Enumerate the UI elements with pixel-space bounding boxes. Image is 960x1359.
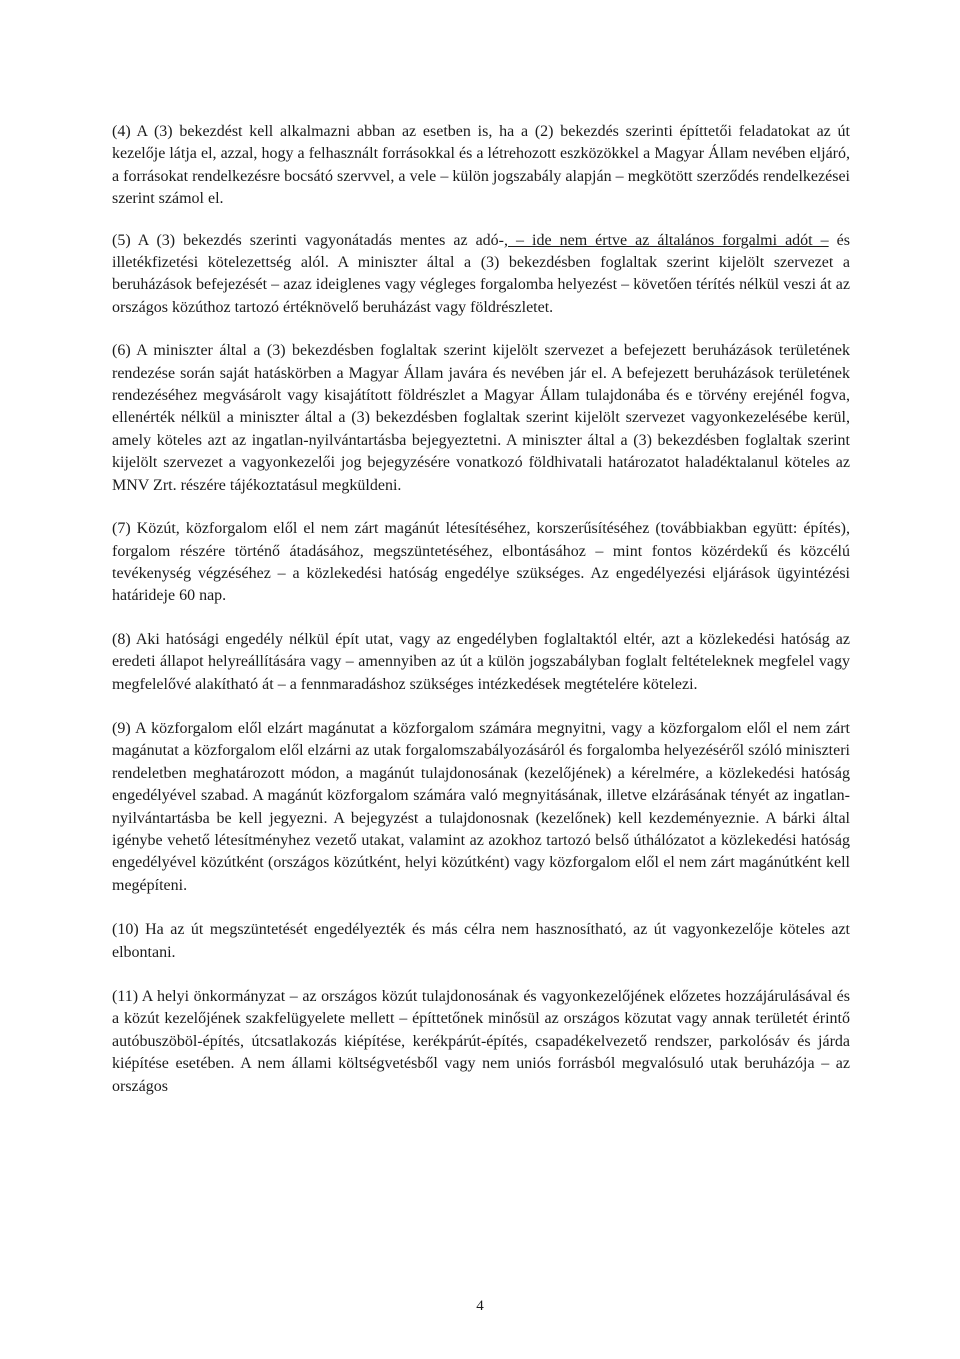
paragraph-5-underlined-insertion: , – ide nem értve az általános forgalmi adót –: [504, 231, 829, 249]
paragraph-6: (6) A miniszter által a (3) bekezdésben foglaltak szerint kijelölt szervezet a befejezett beruházások területének rendezése során saját hatáskörben a Magyar Állam javára és nevében jár el. A befejezett beruházások területének rendezéséhez megvásárolt vagy kisajátított földrészlet a Magyar Állam tulajdonába és e törvény erejénél fogva, ellenérték nélkül a miniszter által a (3) bekezdésben foglaltak szerint kijelölt szervezet vagyonkezelésébe kerül, amely köteles azt az ingatlan-nyilvántartásba bejegyeztetni. A miniszter által a (3) bekezdésben foglaltak szerint kijelölt szervezet a vagyonkezelői jog bejegyzésére vonatkozó földhivatali határozatot haladéktalanul köteles az MNV Zrt. részére tájékoztatásul megküldeni.: [112, 342, 850, 494]
paragraph-8: (8) Aki hatósági engedély nélkül épít utat, vagy az engedélyben foglaltaktól eltér, azt a közlekedési hatóság az eredeti állapot helyreállítására vagy – amennyiben az út a külön jogszabályban foglalt feltételeknek megfelel vagy megfelelővé alakítható át – a fennmaradáshoz szükséges intézkedések megtételére kötelezi.: [112, 630, 850, 693]
paragraph-7: (7) Közút, közforgalom elől el nem zárt magánút létesítéséhez, korszerűsítéséhez (továbbiakban együtt: építés), forgalom részére történő átadásához, megszüntetéséhez, elbontásához – mint fontos közérdekű és közcélú tevékenység végzéséhez – a közlekedési hatóság engedélye szükséges. Az engedélyezési eljárások ügyintézési határideje 60 nap.: [112, 520, 850, 605]
paragraph-11: (11) A helyi önkormányzat – az országos közút tulajdonosának és vagyonkezelőjének előzetes hozzájárulásával és a közút kezelőjének szakfelügyelete mellett – építtetőnek minősül az országos közutat vagy annak területét érintő autóbuszöböl-építés, útcsatlakozás kiépítése, kerékpárút-építés, csapadékelvezető rendszer, parkolósáv és járda kiépítése esetében. A nem állami költségvetésből vagy nem uniós forrásból megvalósuló utak beruházója – az országos: [112, 988, 850, 1095]
paragraph-5-start: (5) A (3) bekezdés szerinti vagyonátadás mentes az adó-: [112, 231, 504, 249]
paragraph-4: (4) A (3) bekezdést kell alkalmazni abban az esetben is, ha a (2) bekezdés szerinti építtetői feladatokat az út kezelője látja el, azzal, hogy a felhasznált forrásokkal és a létrehozott eszközökkel a Magyar Állam nevében eljáró, a forrásokat rendelkezésre bocsátó szervvel, a vele – külön jogszabály alapján – megkötött szerződés rendelkezései szerint számol el.: [112, 123, 850, 208]
document-page-body: [112, 121, 850, 1098]
paragraph-5: [112, 230, 850, 320]
paragraph-9: (9) A közforgalom elől elzárt magánutat a közforgalom számára megnyitni, vagy a közforgalom elől el nem zárt magánutat a közforgalom elől elzárni az utak forgalomszabályozásáról és forgalomba helyezéséről szóló miniszteri rendeletben meghatározott módon, a magánút tulajdonosának (kezelőjének) a kérelmére, a közlekedési hatóság engedélyével szabad. A magánút közforgalom számára való megnyitásának, illetve elzárásának tényét az ingatlan-nyilvántartásba be kell jegyezni. A bejegyzést a tulajdonosnak (kezelőnek) kell kezdeményeznie. A bárki által igénybe vehető létesítményhez vezető utakat, valamint az azokhoz tartozó belső úthálózatot a közlekedési hatóság engedélyével közútként (országos közútként, helyi közútként) vagy közforgalom elől el nem zárt magánútként kell megépíteni.: [112, 719, 850, 894]
page-number: 4: [476, 1298, 484, 1314]
paragraph-5-rest: és illetékfizetési kötelezettség alól. A miniszter által a (3) bekezdésben foglaltak szerint kijelölt szervezet a beruházások befejezését – azaz ideiglenes vagy végleges forgalomba helyezést – követően térítés nélkül veszi át az országos közúthoz tartozó értéknövelő beruházást vagy földrészletet.: [112, 231, 851, 316]
paragraph-10: (10) Ha az út megszüntetését engedélyezték és más célra nem hasznosítható, az út vagyonkezelője köteles azt elbontani.: [112, 921, 850, 961]
